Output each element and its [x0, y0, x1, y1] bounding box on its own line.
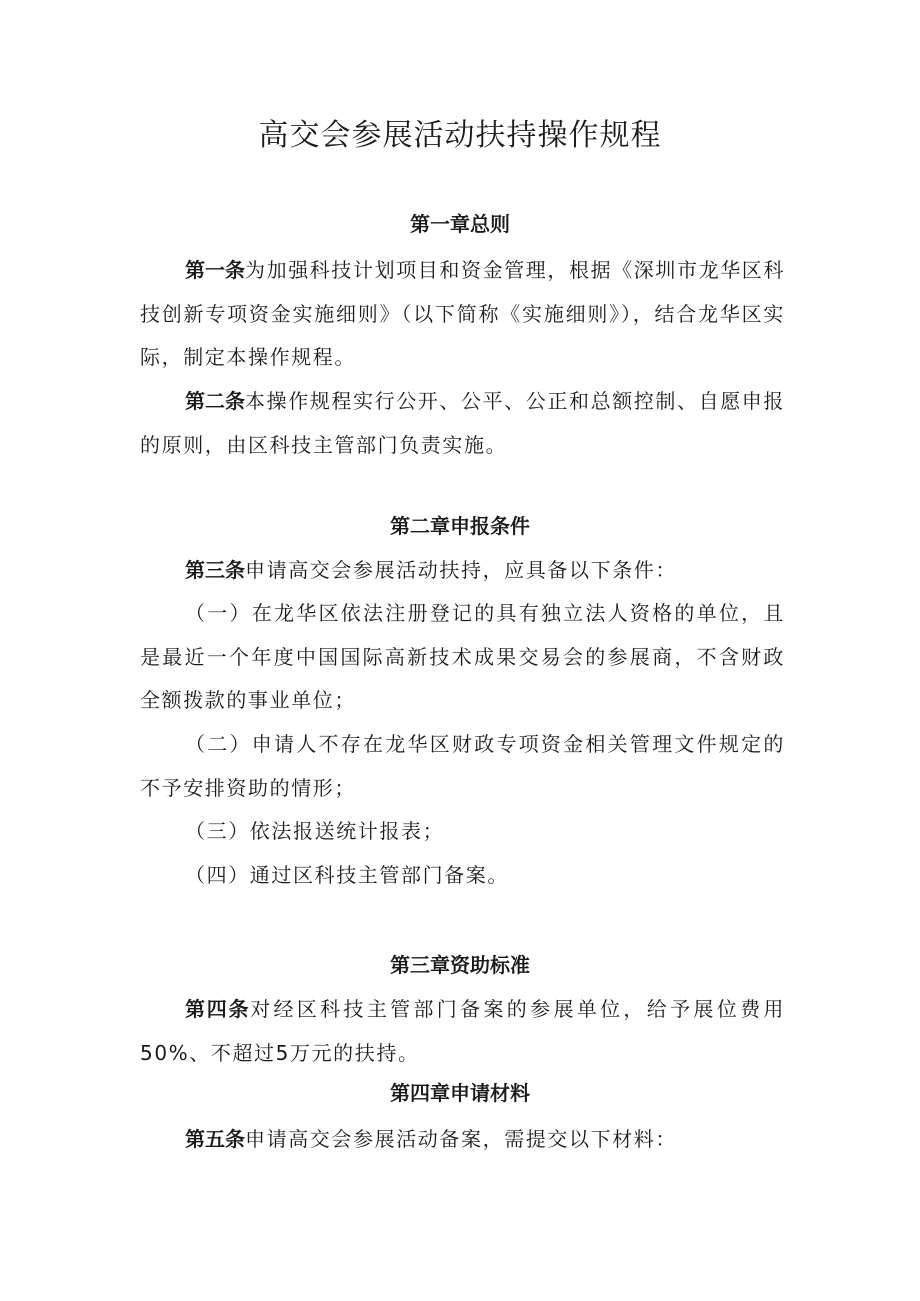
- article-4-text: 对经区科技主管部门备案的参展单位，给予展位费用50%、不超过5万元的扶持。: [140, 997, 785, 1065]
- article-5-label: 第五条: [185, 1127, 245, 1151]
- article-5: [140, 1118, 785, 1162]
- document-title: 高交会参展活动扶持操作规程: [258, 118, 662, 153]
- article-1: [140, 249, 785, 380]
- chapter-3-heading: 第三章资助标准: [390, 953, 530, 977]
- chapter-2-heading: 第二章申报条件: [390, 514, 530, 538]
- article-3-item-2: （二）申请人不存在龙华区财政专项资金相关管理文件规定的不予安排资助的情形；: [140, 732, 785, 800]
- article-1-text: 为加强科技计划项目和资金管理，根据《深圳市龙华区科技创新专项资金实施细则》（以下简称《实施细则》），结合龙华区实际，制定本操作规程。: [140, 258, 785, 369]
- article-3-item-1: （一）在龙华区依法注册登记的具有独立法人资格的单位，且是最近一个年度中国国际高新技术成果交易会的参展商，不含财政全额拨款的事业单位；: [140, 601, 785, 712]
- article-3-item-3: （三）依法报送统计报表；: [185, 819, 445, 843]
- article-5-text: 申请高交会参展活动备案，需提交以下材料：: [245, 1127, 677, 1151]
- article-3: [140, 549, 785, 593]
- chapter-1-heading: 第一章总则: [410, 212, 510, 236]
- article-3-text: 申请高交会参展活动扶持，应具备以下条件：: [245, 558, 677, 582]
- article-3-label: 第三条: [185, 558, 245, 582]
- article-2-label: 第二条: [185, 389, 245, 413]
- article-3-item-4: （四）通过区科技主管部门备案。: [185, 863, 509, 887]
- article-4-label: 第四条: [185, 997, 251, 1021]
- chapter-4-heading: 第四章申请材料: [390, 1081, 530, 1105]
- article-1-label: 第一条: [185, 258, 245, 282]
- article-2-text: 本操作规程实行公开、公平、公正和总额控制、自愿申报的原则，由区科技主管部门负责实施。: [140, 389, 785, 457]
- article-4: [140, 988, 785, 1075]
- article-2: [140, 380, 785, 467]
